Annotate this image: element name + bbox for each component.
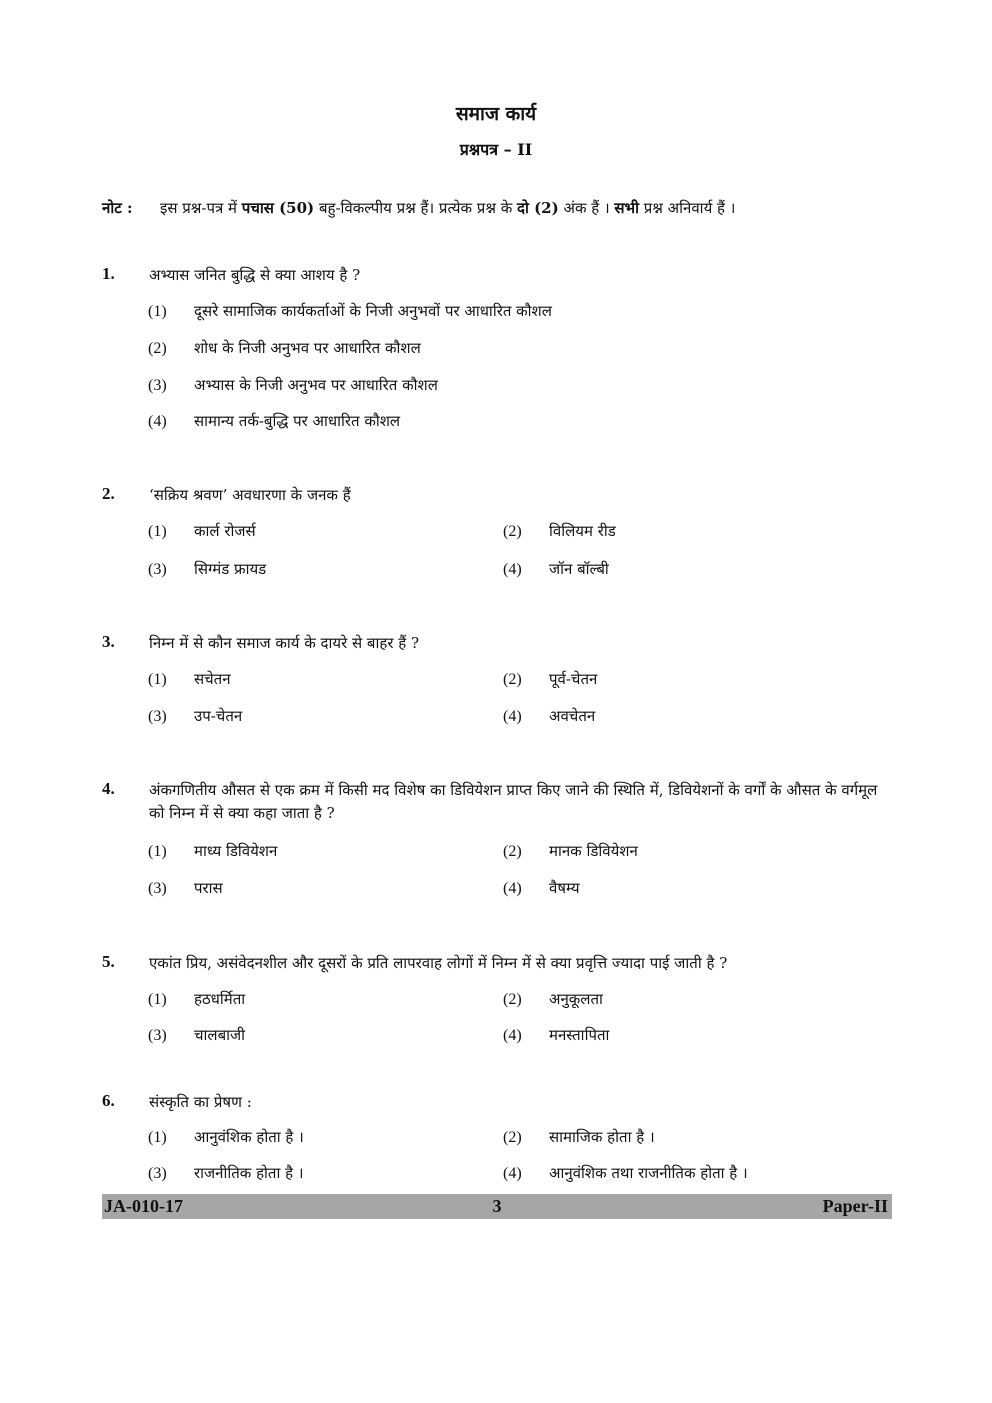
option-number: (2): [503, 1129, 522, 1146]
question-number: 3.: [102, 632, 115, 651]
question-text: अंकगणितीय औसत से एक क्रम में किसी मद विशेष का डिवियेशन प्राप्त किए जाने की स्थिति में, डिवियेशनों के वर्गों के औसत के वर्गमूल को निम्न में से क्या कहा जाता है ?: [149, 781, 878, 822]
option-number: (2): [148, 340, 167, 357]
option-number: (4): [503, 708, 522, 725]
question-number: 5.: [102, 952, 115, 971]
option-4[interactable]: [503, 706, 595, 726]
option-text: परास: [194, 879, 223, 897]
option-number: (1): [148, 843, 167, 860]
option-text: सचेतन: [194, 670, 231, 688]
question-text: ‘सक्रिय श्रवण’ अवधारणा के जनक हैं: [149, 486, 351, 504]
option-1[interactable]: [148, 669, 231, 689]
option-2[interactable]: [148, 338, 421, 358]
option-number: (1): [148, 1129, 167, 1146]
option-number: (3): [148, 1165, 167, 1182]
question-text: संस्कृति का प्रेषण :: [149, 1093, 252, 1111]
option-text: उप-चेतन: [194, 707, 243, 725]
note-label: नोट :: [102, 199, 133, 217]
question-number: 2.: [102, 484, 115, 503]
note-text-3: अंक हैं ।: [558, 199, 615, 217]
option-text: विलियम रीड: [549, 522, 616, 540]
option-2[interactable]: [503, 669, 597, 689]
option-text: सामाजिक होता है ।: [549, 1128, 655, 1146]
note-bold-marks: दो (2): [517, 199, 559, 217]
option-text: सिग्मंड फ्रायड: [194, 560, 267, 578]
option-text: शोध के निजी अनुभव पर आधारित कौशल: [194, 339, 421, 357]
option-2[interactable]: [503, 1127, 655, 1147]
option-text: जॉन बॉल्बी: [549, 560, 609, 578]
option-text: हठधर्मिता: [194, 990, 246, 1008]
option-1[interactable]: [148, 301, 552, 321]
option-number: (3): [148, 708, 167, 725]
option-number: (3): [148, 377, 167, 394]
question-text: अभ्यास जनित बुद्धि से क्या आशय है ?: [149, 266, 361, 284]
option-number: (3): [148, 880, 167, 897]
option-4[interactable]: [503, 559, 609, 579]
option-text: चालबाजी: [194, 1026, 246, 1044]
option-3[interactable]: [148, 706, 242, 726]
option-text: दूसरे सामाजिक कार्यकर्ताओं के निजी अनुभवों पर आधारित कौशल: [194, 302, 552, 320]
page-title: समाज कार्य: [455, 103, 537, 125]
question-number: 1.: [102, 264, 115, 283]
option-number: (2): [503, 523, 522, 540]
page-footer: [102, 1194, 892, 1219]
question-number: 6.: [102, 1091, 115, 1110]
option-number: (1): [148, 671, 167, 688]
note-text-4: प्रश्न अनिवार्य हैं ।: [639, 199, 736, 217]
option-number: (3): [148, 1027, 167, 1044]
instructions-note: [102, 198, 892, 218]
option-number: (3): [148, 561, 167, 578]
option-text: माध्य डिवियेशन: [194, 842, 278, 860]
option-text: अनुकूलता: [549, 990, 603, 1008]
option-number: (4): [503, 561, 522, 578]
option-4[interactable]: [503, 878, 580, 898]
option-4[interactable]: [503, 1025, 609, 1045]
option-1[interactable]: [148, 989, 245, 1009]
option-3[interactable]: [148, 375, 438, 395]
note-bold-count: पचास (50): [241, 199, 315, 217]
option-1[interactable]: [148, 841, 277, 861]
option-text: मानक डिवियेशन: [549, 842, 638, 860]
option-text: सामान्य तर्क-बुद्धि पर आधारित कौशल: [194, 412, 401, 430]
option-2[interactable]: [503, 989, 603, 1009]
option-2[interactable]: [503, 521, 616, 541]
page-number: 3: [492, 1196, 502, 1216]
option-number: (1): [148, 303, 167, 320]
option-2[interactable]: [503, 841, 638, 861]
option-text: वैषम्य: [549, 879, 580, 897]
option-3[interactable]: [148, 1163, 304, 1183]
option-text: अभ्यास के निजी अनुभव पर आधारित कौशल: [194, 376, 438, 394]
option-text: आनुवंशिक तथा राजनीतिक होता है ।: [549, 1164, 748, 1182]
option-number: (2): [503, 843, 522, 860]
page-subtitle: प्रश्नपत्र – II: [459, 140, 533, 159]
paper-code: JA-010-17: [104, 1196, 183, 1216]
note-text-1: इस प्रश्न-पत्र में: [160, 199, 242, 217]
option-text: आनुवंशिक होता है ।: [194, 1128, 304, 1146]
option-1[interactable]: [148, 521, 256, 541]
option-text: कार्ल रोजर्स: [194, 522, 256, 540]
option-4[interactable]: [148, 411, 400, 431]
option-number: (4): [503, 880, 522, 897]
option-number: (4): [148, 413, 167, 430]
option-4[interactable]: [503, 1163, 748, 1183]
option-3[interactable]: [148, 878, 223, 898]
note-bold-all: सभी: [614, 199, 639, 217]
option-text: अवचेतन: [549, 707, 596, 725]
option-3[interactable]: [148, 1025, 245, 1045]
option-1[interactable]: [148, 1127, 304, 1147]
option-text: मनस्तापिता: [549, 1026, 610, 1044]
option-text: राजनीतिक होता है ।: [194, 1164, 304, 1182]
option-number: (1): [148, 991, 167, 1008]
option-3[interactable]: [148, 559, 266, 579]
note-text-2: बहु-विकल्पीय प्रश्न हैं। प्रत्येक प्रश्न के: [314, 199, 517, 217]
option-number: (2): [503, 671, 522, 688]
option-text: पूर्व-चेतन: [549, 670, 598, 688]
question-text: निम्न में से कौन समाज कार्य के दायरे से बाहर हैं ?: [149, 634, 420, 652]
question-number: 4.: [102, 779, 115, 798]
paper-label: Paper-II: [822, 1196, 888, 1216]
question-text: एकांत प्रिय, असंवेदनशील और दूसरों के प्रति लापरवाह लोगों में निम्न में से क्या प्रवृत्ति ज्यादा पाई जाती है ?: [149, 954, 728, 972]
option-number: (4): [503, 1027, 522, 1044]
option-number: (4): [503, 1165, 522, 1182]
option-number: (1): [148, 523, 167, 540]
option-number: (2): [503, 991, 522, 1008]
